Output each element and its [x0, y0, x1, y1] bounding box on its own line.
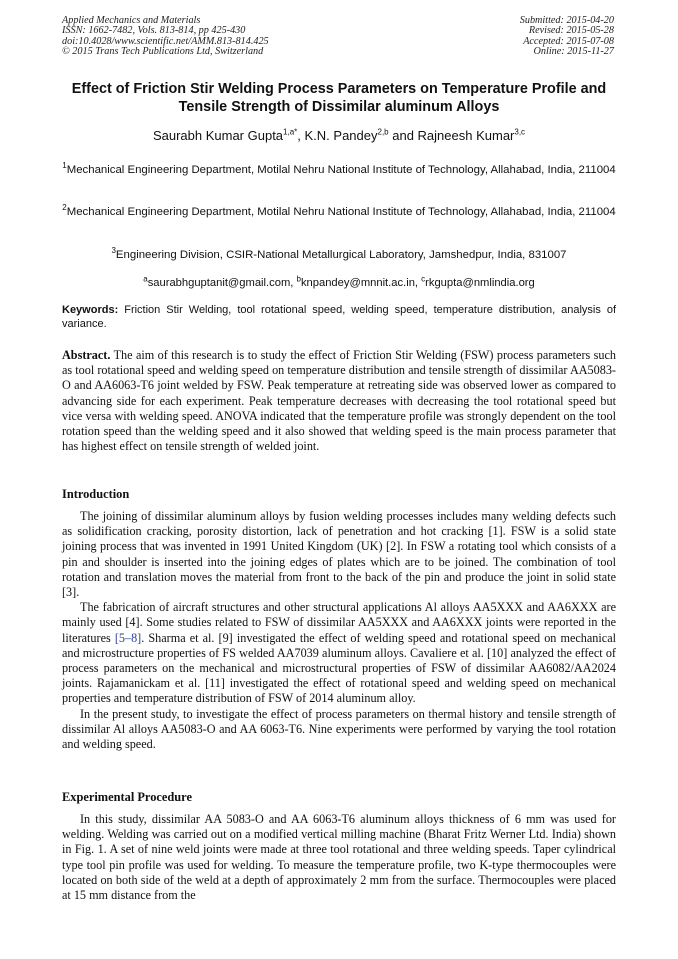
section-heading-experimental: Experimental Procedure: [62, 790, 192, 804]
paragraph-text: . Sharma et al. [9] investigated the effect of welding speed and rotational speed on mechanical and microstructure properties of FS welded AA7039 aluminum alloys. Cavaliere et al. [10] analyzed the effect of process parameters on the mechanical and microstructural properties of FSW of dissimilar AA6082/AA2024 joints. Rajamanickam et al. [11] investigated the effect of rotational speed and welding speed on mechanical properties and temperature distribution of FSW of 2014 aluminum alloy.: [62, 630, 616, 706]
author-sep: ,: [297, 128, 305, 143]
paragraph-text: The fabrication of aircraft structures and other structural applications Al alloys AA5XXX and AA6XXX are mainly used [4]. Some studies related to FSW of dissimilar AA5XXX and AA6XXX joints were reported in the literatures: [62, 600, 616, 645]
keywords: [62, 303, 616, 331]
author-list: [62, 127, 616, 145]
journal-name: Applied Mechanics and Materials: [62, 15, 201, 26]
affiliation-3: [62, 248, 616, 263]
intro-paragraph-3: In the present study, to investigate the effect of process parameters on thermal history and tensile strength of dissimilar Al alloys AA5083-O and AA 6063-T6. Nine experiments were performed by varying the tool rotation and welding speed.: [62, 706, 616, 752]
email-link[interactable]: rkgupta@nmlindia.org: [425, 277, 535, 289]
affiliation-text: Mechanical Engineering Department, Motilal Nehru National Institute of Technology, Allahabad, India, 211004: [66, 206, 616, 218]
email-sup: a: [143, 274, 148, 284]
affiliation-text: Mechanical Engineering Department, Motilal Nehru National Institute of Technology, Allahabad, India, 211004: [66, 164, 616, 176]
author-sup: 2,b: [377, 127, 389, 137]
journal-copyright: © 2015 Trans Tech Publications Ltd, Switzerland: [62, 46, 264, 58]
keywords-label: Keywords:: [62, 304, 119, 316]
section-heading-introduction: Introduction: [62, 487, 130, 501]
experimental-body: [62, 812, 616, 903]
submission-dates: [414, 16, 614, 58]
intro-paragraph-2: [62, 600, 616, 706]
affiliation-text: Engineering Division, CSIR-National Metallurgical Laboratory, Jamshedpur, India, 831007: [115, 249, 567, 261]
citation-link[interactable]: [5–8]: [114, 630, 142, 645]
keywords-text: Friction Stir Welding, tool rotational speed, welding speed, temperature distribution, analysis of variance.: [62, 304, 616, 330]
experimental-paragraph-1: In this study, dissimilar AA 5083-O and AA 6063-T6 aluminum alloys thickness of 6 mm was used for welding. Welding was carried out on a modified vertical milling machine (Bharat Fritz Werner Ltd. India) shown in Fig. 1. A set of nine weld joints were made at three tool rotational and three welding speeds. Taper cylindrical type tool pin profile was used for welding. To measure the temperature profile, two K-type thermocouples were located on both side of the weld at a depth of approximately 2 mm from the surface. Thermocouples were placed at 15 mm distance from the: [62, 812, 616, 903]
abstract-text: The aim of this research is to study the effect of Friction Stir Welding (FSW) process parameters such as tool rotational speed and welding speed on temperature distribution and tensile strength of dissimilar AA5083-O and AA6063-T6 joint welded by FSW. Peak temperature at retreating side was observed lower as compared to advancing side for each experiment. Peak temperature decreases with decreasing the tool rotational speed but vice versa with welding speed. ANOVA indicated that the temperature profile was strongly dependent on the tool rotation speed than the welding speed and it also showed that welding speed is the main process parameter that has highest effect on tensile strength of welded joint.: [62, 348, 617, 454]
date-online: Online: 2015-11-27: [533, 46, 614, 58]
author-sep: and: [388, 128, 418, 143]
date-accepted: Accepted: 2015-07-08: [523, 35, 614, 47]
affiliation-sup: 3: [111, 246, 116, 256]
email-link[interactable]: knpandey@mnnit.ac.in: [300, 277, 415, 289]
abstract: [62, 348, 616, 454]
date-submitted: Submitted: 2015-04-20: [519, 15, 614, 26]
introduction-body: [62, 509, 616, 752]
intro-paragraph-1: The joining of dissimilar aluminum alloys by fusion welding processes includes many welding defects such as solidification cracking, porosity distortion, lack of penetration and hot cracking [1]. FSW is a solid state joining process that was invented in 1991 United Kingdom (UK) [2]. In FSW a rotating tool which consists of a pin and shoulder is inserted into the joining edges of plates which are to be joined. The combination of tool rotation and translation moves the material from front to the back of the pin and produce the joint in solid state [3].: [62, 509, 616, 600]
author-name: K.N. Pandey: [304, 128, 378, 143]
journal-doi: doi:10.4028/www.scientific.net/AMM.813-814.425: [62, 35, 269, 47]
journal-info: [62, 16, 392, 58]
email-link[interactable]: saurabhguptanit@gmail.com: [147, 277, 291, 289]
author-name: Saurabh Kumar Gupta: [152, 128, 284, 143]
author-name: Rajneesh Kumar: [417, 128, 515, 143]
author-emails: [62, 276, 616, 291]
email-sep: ,: [414, 277, 422, 289]
abstract-paragraph: [62, 348, 616, 454]
author-sup: 3,c: [514, 127, 526, 137]
email-sup: b: [296, 274, 301, 284]
journal-issn: ISSN: 1662-7482, Vols. 813-814, pp 425-430: [62, 25, 246, 37]
affiliation-sup: 2: [62, 203, 67, 213]
email-sup: c: [421, 274, 426, 284]
affiliation-1: [62, 163, 616, 178]
affiliation-sup: 1: [62, 161, 67, 171]
email-sep: ,: [290, 277, 297, 289]
paper-title: Effect of Friction Stir Welding Process Parameters on Temperature Profile and Tensile Strength of Dissimilar aluminum Alloys: [71, 81, 607, 115]
affiliation-2: [62, 205, 616, 220]
author-sup: 1,a*: [283, 127, 298, 137]
abstract-label: Abstract.: [62, 348, 111, 362]
date-revised: Revised: 2015-05-28: [528, 25, 614, 37]
